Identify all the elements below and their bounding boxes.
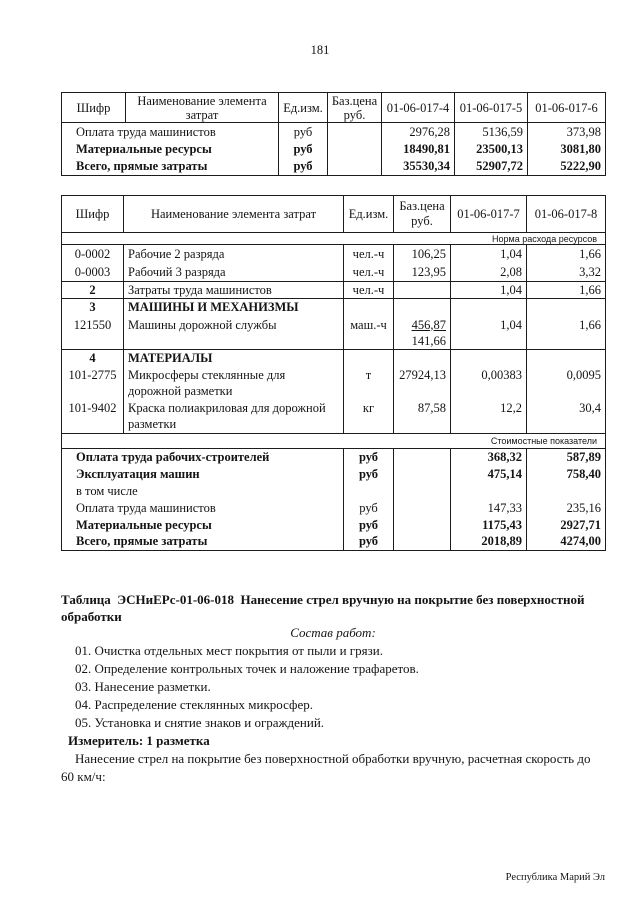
table-row [62,263,606,282]
row-name: Материальные ресурсы [62,516,344,533]
row-code: 0-0002 [62,245,124,263]
row-base-price-empty [394,465,451,482]
row-value: 2018,89 [451,533,527,550]
row-name: в том числе [62,482,344,499]
header-unit: Ед.изм. [279,93,328,123]
row-value: 4274,00 [527,533,606,550]
header-rate-code: 01-06-017-4 [382,93,455,123]
row-value: 1,66 [527,245,606,263]
cost-caption: Стоимостные показатели [62,433,606,448]
table-row [62,282,606,299]
description-line: Нанесение стрел на покрытие без поверхностной обработки вручную, расчетная скорость до [75,751,591,766]
row-unit: руб [279,141,328,158]
row-value: 5136,59 [455,123,528,141]
row-name-line: Микросферы стеклянные для [128,368,286,382]
row-value: 3,32 [527,263,606,282]
row-value: 52907,72 [455,158,528,176]
row-unit: чел.-ч [344,263,394,282]
row-name: Эксплуатация машин [62,465,344,482]
section-number: 3 [62,299,124,316]
header-code: Шифр [62,93,126,123]
row-unit: руб [344,533,394,550]
row-value: 0,0095 [527,367,606,400]
header-rate-code: 01-06-017-7 [451,196,527,233]
row-base-price-empty [394,282,451,299]
header-name: Наименование элемента затрат [124,196,344,233]
work-item: 01. Очистка отдельных мест покрытия от пыли и грязи. [75,643,383,658]
row-code: 101-2775 [62,367,124,400]
row-base-price-empty [394,448,451,465]
row-unit: кг [344,400,394,433]
row-base-price: 123,95 [394,263,451,282]
section-title-line: обработки [61,609,122,624]
summary-table-top [61,92,606,176]
header-name: Наименование элемента затрат [126,93,279,123]
row-value: 1175,43 [451,516,527,533]
row-value: 5222,90 [528,158,606,176]
work-item: 04. Распределение стеклянных микросфер. [75,697,313,712]
row-value: 235,16 [527,499,606,516]
empty-cell [527,299,606,316]
row-value: 1,04 [451,245,527,263]
cost-row [62,499,606,516]
empty-cell [451,349,527,367]
row-value: 475,14 [451,465,527,482]
row-unit: руб [344,448,394,465]
row-base-price-empty [328,158,382,176]
norm-caption: Норма расхода ресурсов [62,233,606,245]
caption-row [62,233,606,245]
work-item: 03. Нанесение разметки. [75,679,211,694]
header-code: Шифр [62,196,124,233]
resource-norms-table [61,195,606,551]
row-name: Оплата труда машинистов [62,123,279,141]
row-value: 147,33 [451,499,527,516]
row-base-price-empty [328,123,382,141]
section-header-row [62,349,606,367]
header-base-price: Баз.цена руб. [328,93,382,123]
row-value: 18490,81 [382,141,455,158]
row-value: 1,04 [451,282,527,299]
table-row [62,400,606,433]
page-number: 181 [310,43,330,57]
row-value: 0,00383 [451,367,527,400]
row-value: 1,04 [451,316,527,350]
measure-unit: Измеритель: 1 разметка [68,733,210,748]
row-value: 2,08 [451,263,527,282]
row-value: 1,66 [527,282,606,299]
row-name-line: Краска полиакриловая для дорожной [128,401,326,415]
table-row [62,367,606,400]
header-row [62,196,606,233]
row-unit: т [344,367,394,400]
description-line: 60 км/ч: [61,769,106,784]
row-base-price-empty [394,533,451,550]
page-footer: Республика Марий Эл [505,872,605,883]
table-row [62,123,606,141]
row-base-price-empty [394,499,451,516]
row-base-price: 87,58 [394,400,451,433]
empty-cell [394,482,451,499]
row-value: 2927,71 [527,516,606,533]
section-title: МАТЕРИАЛЫ [124,349,344,367]
row-base-price [394,316,451,350]
work-item: 05. Установка и снятие знаков и ограждений. [75,715,325,730]
empty-cell [451,299,527,316]
row-value: 1,66 [527,316,606,350]
row-unit: руб [344,516,394,533]
caption-row [62,433,606,448]
header-rate-code: 01-06-017-8 [527,196,606,233]
row-name [124,400,344,433]
table-row [62,158,606,176]
row-name: Затраты труда машинистов [124,282,344,299]
base-price-main: 456,87 [411,317,446,332]
row-code: 121550 [62,316,124,350]
row-unit: руб [344,499,394,516]
row-value: 758,40 [527,465,606,482]
section-header-row [62,299,606,316]
cost-row [62,533,606,550]
table-row [62,141,606,158]
row-base-price-empty [394,516,451,533]
works-heading: Состав работ: [290,625,376,640]
row-name [124,367,344,400]
header-rate-code: 01-06-017-5 [455,93,528,123]
empty-cell [394,349,451,367]
table-row [62,316,606,350]
row-unit: руб [279,158,328,176]
cost-row [62,448,606,465]
work-item: 02. Определение контрольных точек и наложение трафаретов. [75,661,419,676]
row-name: Рабочие 2 разряда [124,245,344,263]
empty-cell [451,482,527,499]
empty-cell [527,482,606,499]
row-value: 35530,34 [382,158,455,176]
row-base-price: 27924,13 [394,367,451,400]
cost-row [62,516,606,533]
empty-cell [394,299,451,316]
row-unit: руб [344,465,394,482]
row-name: Оплата труда машинистов [62,499,344,516]
row-name: Всего, прямые затраты [62,158,279,176]
row-name: Всего, прямые затраты [62,533,344,550]
table-row [62,245,606,263]
section-title-line: Таблица ЭСНиЕРс-01-06-018 Нанесение стрел вручную на покрытие без поверхностной [61,592,585,607]
header-base-price: Баз.цена руб. [394,196,451,233]
row-unit: руб [279,123,328,141]
row-value: 30,4 [527,400,606,433]
cost-row [62,465,606,482]
row-name: Оплата труда рабочих-строителей [62,448,344,465]
cost-row [62,482,606,499]
row-value: 23500,13 [455,141,528,158]
row-name-line: дорожной разметки [128,384,233,398]
empty-cell [344,349,394,367]
header-row [62,93,606,123]
header-unit: Ед.изм. [344,196,394,233]
row-value: 3081,80 [528,141,606,158]
section-title: МАШИНЫ И МЕХАНИЗМЫ [124,299,344,316]
row-code: 2 [62,282,124,299]
empty-cell [344,299,394,316]
row-name: Материальные ресурсы [62,141,279,158]
section-number: 4 [62,349,124,367]
row-base-price-empty [328,141,382,158]
row-unit: маш.-ч [344,316,394,350]
row-code: 101-9402 [62,400,124,433]
row-name: Рабочий 3 разряда [124,263,344,282]
row-value: 368,32 [451,448,527,465]
row-value: 2976,28 [382,123,455,141]
row-value: 587,89 [527,448,606,465]
header-rate-code: 01-06-017-6 [528,93,606,123]
row-value: 12,2 [451,400,527,433]
row-base-price: 106,25 [394,245,451,263]
row-value: 373,98 [528,123,606,141]
row-unit: чел.-ч [344,282,394,299]
row-code: 0-0003 [62,263,124,282]
base-price-secondary: 141,66 [411,333,446,348]
empty-cell [344,482,394,499]
empty-cell [527,349,606,367]
row-name-line: разметки [128,417,177,431]
row-unit: чел.-ч [344,245,394,263]
row-name: Машины дорожной службы [124,316,344,350]
